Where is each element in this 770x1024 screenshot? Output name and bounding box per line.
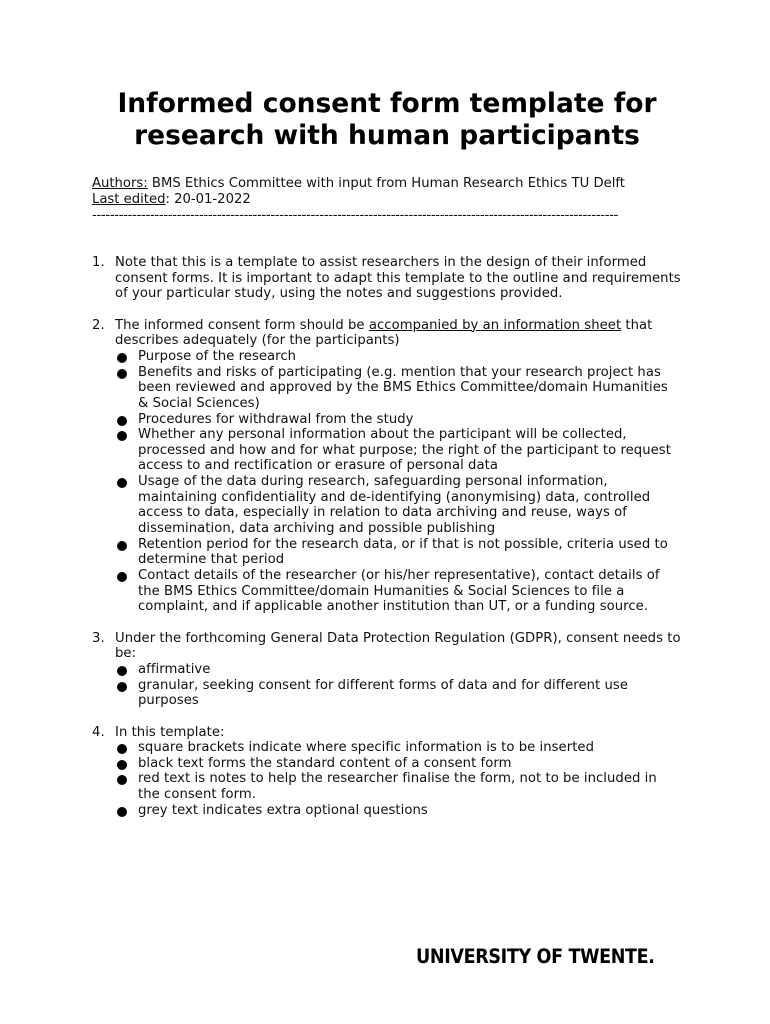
bullet-item	[115, 740, 682, 756]
bullet-dot-icon	[117, 572, 127, 582]
list-item-4	[92, 725, 682, 819]
bullet-item	[115, 756, 682, 772]
list-item-2	[92, 318, 682, 615]
bullet-dot-icon	[117, 369, 127, 379]
bullet-dot-icon	[117, 416, 127, 426]
bullet-list	[115, 740, 682, 818]
authors-line	[92, 176, 682, 192]
item-number: 3.	[92, 630, 105, 646]
bullet-item	[115, 365, 682, 412]
last-edited-label: Last edited	[92, 192, 166, 207]
authors-value: BMS Ethics Committee with input from Human Research Ethics TU Delft	[147, 176, 625, 191]
item-text-before: The informed consent form should be	[115, 317, 369, 333]
bullet-item	[115, 803, 682, 819]
last-edited-line	[92, 192, 682, 208]
bullet-text: affirmative	[138, 661, 211, 677]
document-page	[92, 88, 682, 834]
bullet-dot-icon	[117, 760, 127, 770]
bullet-item	[115, 349, 682, 365]
university-of-twente-logo: UNIVERSITY OF TWENTE.	[416, 945, 655, 968]
bullet-item	[115, 537, 682, 568]
bullet-dot-icon	[117, 431, 127, 441]
bullet-item	[115, 771, 682, 802]
list-item-3	[92, 631, 682, 709]
bullet-text: square brackets indicate where specific information is to be inserted	[138, 740, 595, 756]
authors-label: Authors:	[92, 176, 148, 191]
bullet-item	[115, 474, 682, 537]
bullet-dot-icon	[117, 666, 127, 676]
bullet-text: granular, seeking consent for different forms of data and for different use purposes	[138, 677, 628, 709]
bullet-text: Usage of the data during research, safeguarding personal information, maintaining confidentiality and de-identifying (anonymising) data, controlled access to data, especially in relation to data archiving and reuse, ways of dissemination, data archiving and possible publishing	[138, 474, 651, 537]
item-number: 2.	[92, 317, 105, 333]
bullet-item	[115, 662, 682, 678]
bullet-dot-icon	[117, 541, 127, 551]
bullet-text: Purpose of the research	[138, 348, 297, 364]
bullet-dot-icon	[117, 478, 127, 488]
item-text-after: that describes adequately (for the participants)	[115, 317, 653, 349]
instruction-list	[92, 255, 682, 818]
item-number: 1.	[92, 255, 105, 270]
bullet-text: Contact details of the researcher (or his/her representative), contact details of the BMS Ethics Committee/domain Humanities & Social Sciences to file a complaint, and if applicable another institution than UT, or a funding source.	[138, 568, 660, 615]
separator-line: ----------------------------------------------------------------------------------------------------------------------	[92, 208, 619, 223]
item-text: Under the forthcoming General Data Protection Regulation (GDPR), consent needs to be:	[115, 630, 681, 662]
bullet-item	[115, 412, 682, 428]
bullet-text: Procedures for withdrawal from the study	[138, 411, 414, 427]
bullet-item	[115, 427, 682, 474]
information-sheet-emphasis: accompanied by an information sheet	[368, 317, 622, 333]
bullet-text: Retention period for the research data, or if that is not possible, criteria used to determine that period	[138, 536, 668, 568]
list-item-1	[92, 255, 682, 302]
document-title: Informed consent form template for research with human participants	[117, 88, 657, 151]
bullet-dot-icon	[117, 682, 127, 692]
document-meta	[92, 176, 682, 208]
bullet-text: grey text indicates extra optional questions	[138, 802, 428, 818]
item-text: Note that this is a template to assist researchers in the design of their informed consent forms. It is important to adapt this template to the outline and requirements of your particular study, using the notes and suggestions provided.	[115, 255, 681, 302]
bullet-text: red text is notes to help the researcher finalise the form, not to be included in the consent form.	[138, 771, 657, 803]
bullet-dot-icon	[117, 807, 127, 817]
bullet-text: Benefits and risks of participating (e.g. mention that your research project has been reviewed and approved by the BMS Ethics Committee/domain Humanities & Social Sciences)	[138, 364, 668, 411]
item-text: In this template:	[115, 724, 225, 740]
bullet-text: Whether any personal information about the participant will be collected, processed and how and for what purpose; the right of the participant to request access to and rectification or erasure of personal data	[138, 427, 671, 474]
last-edited-value: : 20-01-2022	[165, 192, 251, 207]
bullet-dot-icon	[117, 744, 127, 754]
bullet-item	[115, 678, 682, 709]
bullet-list	[115, 662, 682, 709]
item-number: 4.	[92, 724, 105, 740]
bullet-dot-icon	[117, 353, 127, 363]
bullet-list	[115, 349, 682, 615]
bullet-item	[115, 568, 682, 615]
bullet-text: black text forms the standard content of a consent form	[138, 755, 512, 771]
bullet-dot-icon	[117, 775, 127, 785]
